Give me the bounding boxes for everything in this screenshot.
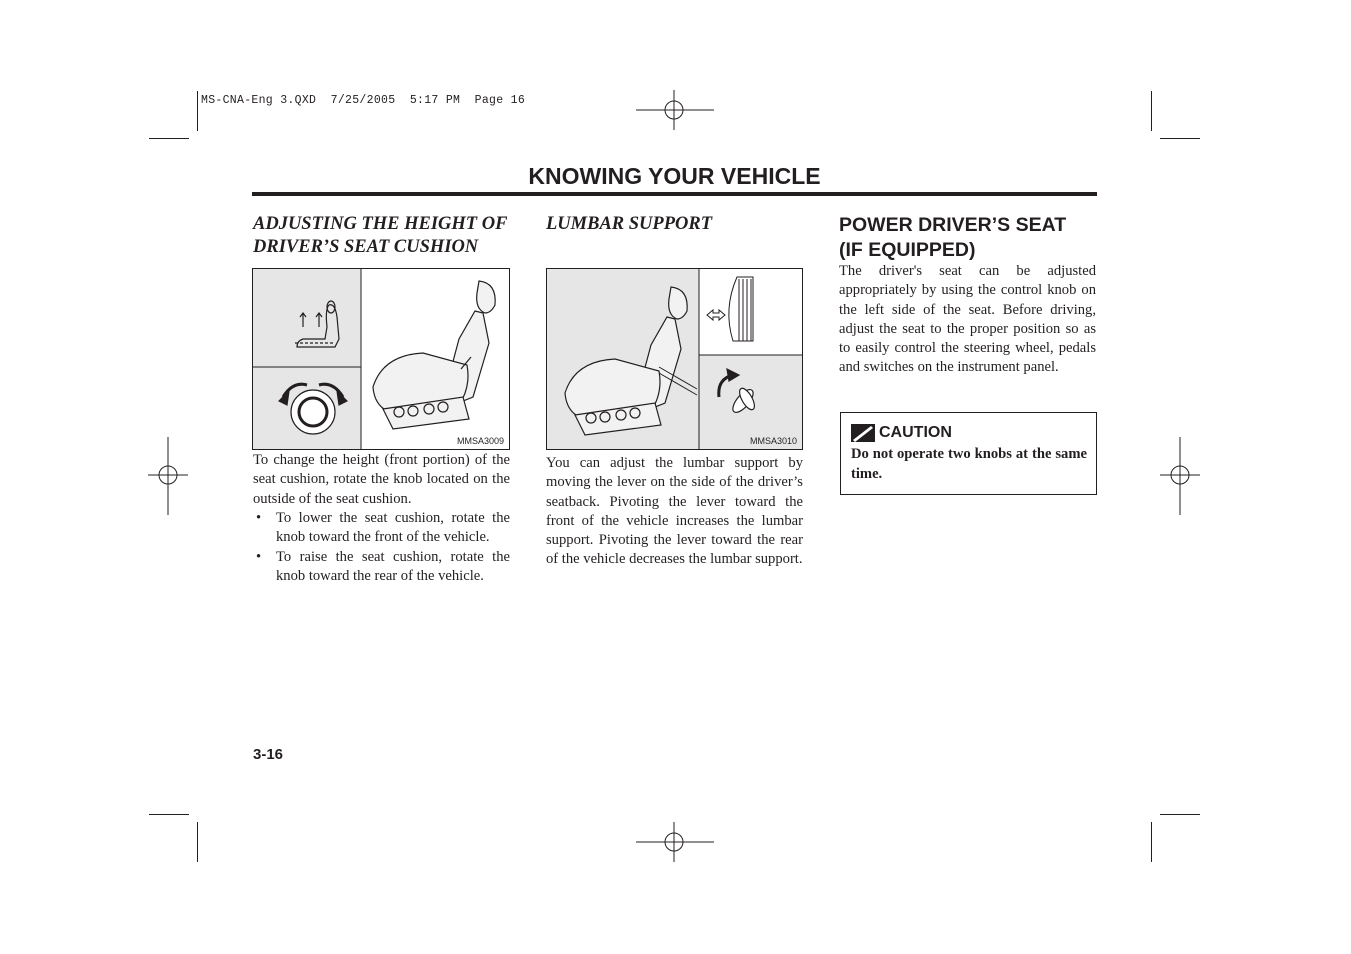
list-item: • To lower the seat cushion, rotate the knob toward the front of the vehicle. [253, 509, 510, 548]
power-seat-paragraph: The driver's seat can be adjusted appropriately by using the control knob on the left side of the seat. Before driving, adjust the seat to the proper position so as to easily control the steering wheel, pedals and switches on the instrument panel. [839, 263, 1096, 376]
registration-mark-right [1160, 437, 1200, 515]
section-heading-lumbar-support: LUMBAR SUPPORT [546, 214, 713, 234]
registration-mark-left [148, 437, 188, 515]
page-header-title: KNOWING YOUR VEHICLE [528, 163, 821, 189]
registration-mark-top [636, 90, 714, 130]
section-heading-cushion-height: ADJUSTING THE HEIGHT OF DRIVER’S SEAT CUSHION [253, 214, 508, 257]
cushion-height-paragraph: To change the height (front portion) of the seat cushion, rotate the knob located on the outside of the seat cushion. [253, 452, 510, 507]
slug-line: MS-CNA-Eng 3.QXD 7/25/2005 5:17 PM Page 16 [201, 94, 526, 107]
lumbar-support-illustration [547, 269, 802, 449]
caution-title: CAUTION [879, 424, 952, 441]
figure-seat-cushion-height [252, 268, 510, 450]
header-rule [252, 192, 1097, 196]
heading-line: (IF EQUIPPED) [839, 239, 976, 261]
caution-header [851, 424, 952, 442]
registration-mark-bottom [636, 822, 714, 862]
lumbar-support-paragraph: You can adjust the lumbar support by moving the lever on the side of the driver’s seatback. Pivoting the lever toward the front of the vehicle increases the lumbar support. Pivoting the lever toward the rear of the vehicle decreases the lumbar support. [546, 455, 803, 568]
seat-cushion-illustration [253, 269, 509, 449]
caution-box [840, 412, 1097, 495]
caution-text: Do not operate two knobs at the same time. [851, 446, 1087, 482]
section-heading-power-seat [839, 213, 1097, 263]
list-item: • To raise the seat cushion, rotate the knob toward the rear of the vehicle. [253, 548, 510, 587]
figure-lumbar-support [546, 268, 803, 450]
cushion-height-bullets [253, 509, 510, 586]
caution-icon [851, 424, 875, 442]
page-number: 3-16 [253, 746, 284, 763]
heading-line: POWER DRIVER’S SEAT [839, 214, 1067, 236]
figure-code: MMSA3010 [749, 436, 797, 446]
figure-code: MMSA3009 [456, 436, 504, 446]
